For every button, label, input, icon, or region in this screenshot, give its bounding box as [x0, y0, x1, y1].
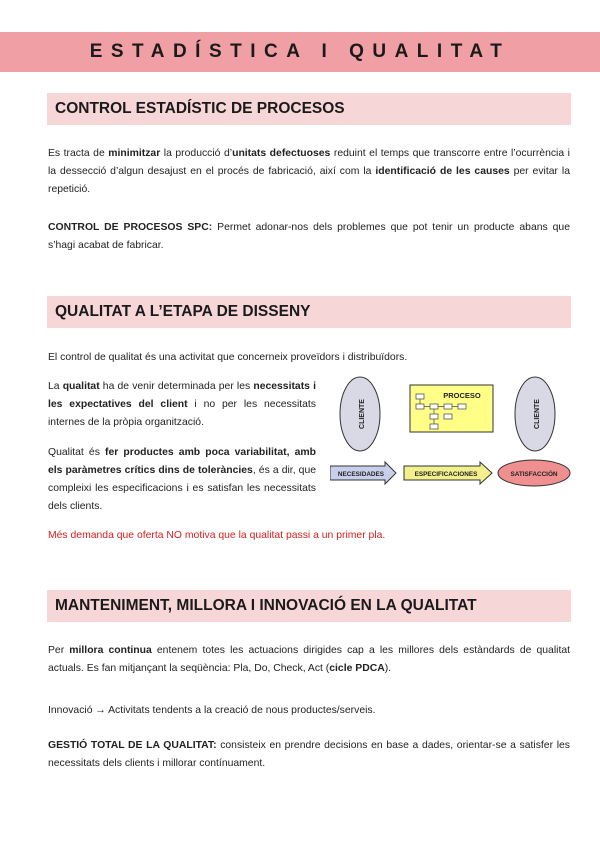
paragraph-variabilitat: Qualitat és fer productes amb poca variabilitat, amb els paràmetres crítics dins de toleràncies, és a dir, que compleixi les especificacions i es satisfan les necessitats dels clients. [48, 447, 316, 512]
process-label: PROCESO [443, 391, 481, 400]
client-right-label: CLIENTE [534, 399, 541, 429]
title-banner [0, 32, 600, 72]
paragraph-control-qualitat: El control de qualitat és una activitat que concerneix proveïdors i distribuïdors. [48, 352, 408, 363]
client-left-label: CLIENTE [359, 399, 366, 429]
quality-process-diagram [330, 372, 580, 494]
paragraph-demanda: Més demanda que oferta NO motiva que la qualitat passi a un primer pla. [48, 530, 386, 541]
paragraph-qualitat-client: La qualitat ha de venir determinada per les necessitats i les expectatives del client i no per les necessitats internes de la pròpia organització. [48, 381, 316, 428]
section-heading-disseny: QUALITAT A L’ETAPA DE DISSENY [47, 296, 571, 328]
section-heading-manteniment: MANTENIMENT, MILLORA I INNOVACIÓ EN LA QUALITAT [47, 590, 571, 622]
page-title: ESTADÍSTICA I QUALITAT [89, 41, 511, 62]
paragraph-innovacio: Innovació → Activitats tendents a la creació de nous productes/serveis. [48, 705, 376, 716]
necesidades-label: NECESIDADES [337, 471, 385, 478]
section-heading-control-estadistic: CONTROL ESTADÍSTIC DE PROCESOS [47, 93, 571, 125]
paragraph-minimitzar: Es tracta de minimitzar la producció d’unitats defectuoses reduint el temps que transcorre entre l’ocurrència i la dessecció d’algun desajust en el procés de fabricació, així com la identificació de les causes per evitar la repetició. [48, 148, 570, 195]
paragraph-millora-continua: Per millora continua entenem totes les actuacions dirigides cap a les millores dels estàndards de qualitat actuals. Es fan mitjançant la seqüència: Pla, Do, Check, Act (cicle PDCA). [48, 645, 571, 674]
paragraph-spc: CONTROL DE PROCESOS SPC: Permet adonar-nos dels problemes que pot tenir un producte abans que s’hagi acabat de fabricar. [48, 222, 570, 251]
especificaciones-label: ESPECIFICACIONES [414, 471, 478, 478]
satisfaccion-label: SATISFACCIÓN [510, 471, 558, 478]
paragraph-gestio-total: GESTIÓ TOTAL DE LA QUALITAT: consisteix en prendre decisions en base a dades, orientar-se a satisfer les necessitats dels clients i millorar contínuament. [48, 740, 570, 769]
